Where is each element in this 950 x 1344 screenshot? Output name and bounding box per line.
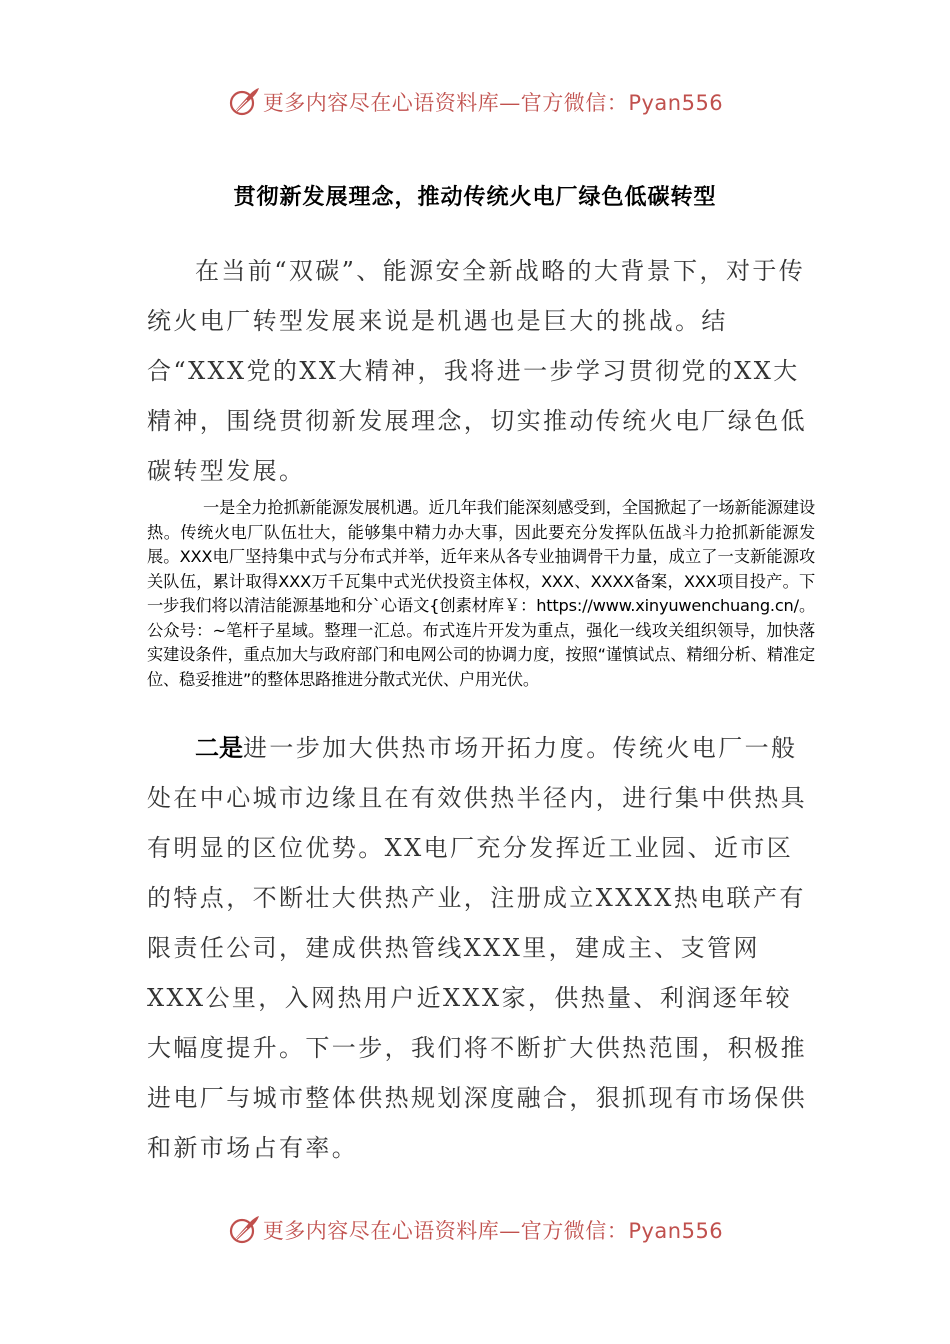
point-two-lead: 二是 bbox=[195, 734, 243, 762]
point-one-paragraph: 一是全力抢抓新能源发展机遇。近几年我们能深刻感受到，全国掀起了一场新能源建设热。传统火电厂队伍壮大，能够集中精力办大事，因此要充分发挥队伍战斗力抢抓新能源发展。XXX电厂坚持集中式与分布式并举，近年来从各专业抽调骨干力量，成立了一支新能源攻关队伍，累计取得XXX万千瓦集中式光伏投资主体权，XXX、XXXX备案，XXX项目投产。下一步我们将以清洁能源基地和分`心语文{创素材库￥：https://www.xinyuwenchuang.cn/。公众号：~笔杆子星域。整理一汇总。布式连片开发为重点，强化一线攻关组织领导，加快落实建设条件，重点加大与政府部门和电网公司的协调力度，按照“谨慎试点、精细分析、精准定位、稳妥推进”的整体思路推进分散式光伏、户用光伏。 bbox=[147, 498, 815, 689]
header-banner-text: 更多内容尽在心语资料库—官方微信：Pyan556 bbox=[262, 91, 724, 115]
wechat-id: Pyan556 bbox=[628, 1219, 724, 1243]
intro-paragraph: 在当前“双碳”、能源安全新战略的大背景下，对于传统火电厂转型发展来说是机遇也是巨大的挑战。结合“XXX党的XX大精神，我将进一步学习贯彻党的XX大精神，围绕贯彻新发展理念，切实推动传统火电厂绿色低碳转型发展。 bbox=[147, 257, 807, 485]
point-two-paragraph bbox=[147, 723, 817, 1173]
footer-banner-text: 更多内容尽在心语资料库—官方微信：Pyan556 bbox=[262, 1219, 724, 1243]
header-banner[interactable] bbox=[0, 82, 950, 122]
footer-banner[interactable] bbox=[0, 1210, 950, 1250]
quill-logo-icon bbox=[227, 1213, 261, 1247]
document-title: 贯彻新发展理念，推动传统火电厂绿色低碳转型 bbox=[233, 185, 717, 210]
quill-logo-icon bbox=[227, 85, 261, 119]
wechat-id: Pyan556 bbox=[628, 91, 724, 115]
point-two-body: 进一步加大供热市场开拓力度。传统火电厂一般处在中心城市边缘且在有效供热半径内，进行集中供热具有明显的区位优势。XX电厂充分发挥近工业园、近市区的特点，不断壮大供热产业，注册成立XXXX热电联产有限责任公司，建成供热管线XXX里，建成主、支管网XXX公里，入网热用户近XXX家，供热量、利润逐年较大幅度提升。下一步，我们将不断扩大供热范围，积极推进电厂与城市整体供热规划深度融合，狠抓现有市场保供和新市场占有率。 bbox=[147, 734, 807, 1162]
